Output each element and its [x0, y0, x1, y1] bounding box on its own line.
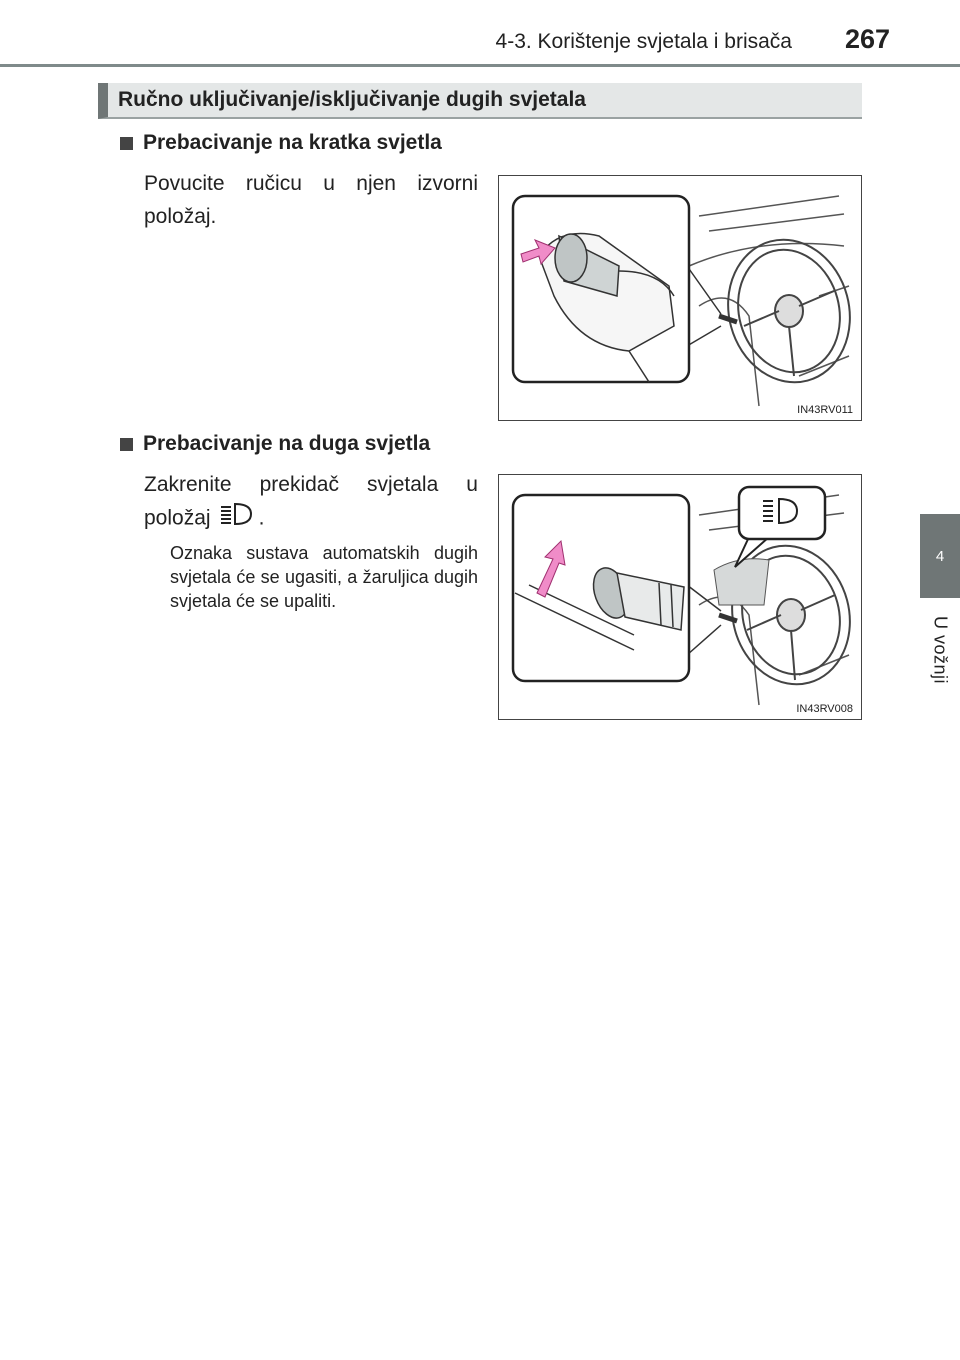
push-lever-illustration	[499, 475, 861, 719]
note-text-high-beam: Oznaka sustava automatskih dugih svjetala će se ugasiti, a žaruljica dugih svjetala će se upaliti.	[170, 543, 478, 611]
square-bullet-icon	[120, 137, 133, 150]
high-beam-icon	[217, 501, 253, 537]
instruction-text-low-beam: Povucite ručicu u njen izvorni položaj.	[144, 172, 478, 228]
page-number: 267	[844, 24, 890, 54]
chapter-tab	[920, 514, 960, 598]
instruction-text-part2: .	[258, 506, 265, 530]
figure-code: IN43RV011	[797, 404, 853, 416]
section-title: Ručno uključivanje/isključivanje dugih svjetala	[118, 88, 586, 111]
chapter-number: 4	[935, 547, 945, 565]
chapter-side-label	[920, 600, 960, 700]
figure-code: IN43RV008	[796, 703, 853, 715]
instruction-text-part1: Zakrenite prekidač svjetala u položaj	[144, 473, 478, 530]
chapter-label: U vožnji	[930, 615, 951, 685]
pull-lever-illustration	[499, 176, 861, 420]
section-title-banner	[98, 83, 862, 119]
square-bullet-icon	[120, 438, 133, 451]
figure-pull-lever	[498, 175, 862, 421]
subsection-heading-low-beam	[120, 131, 442, 155]
subsection-heading-high-beam	[120, 432, 430, 456]
subsection-heading-text: Prebacivanje na kratka svjetla	[143, 131, 442, 154]
instruction-text-high-beam	[144, 468, 478, 537]
chapter-section-title: 4-3. Korištenje svjetala i brisača	[495, 30, 792, 53]
subsection-heading-text: Prebacivanje na duga svjetla	[143, 432, 431, 455]
header-divider	[0, 64, 960, 67]
figure-push-lever	[498, 474, 862, 720]
